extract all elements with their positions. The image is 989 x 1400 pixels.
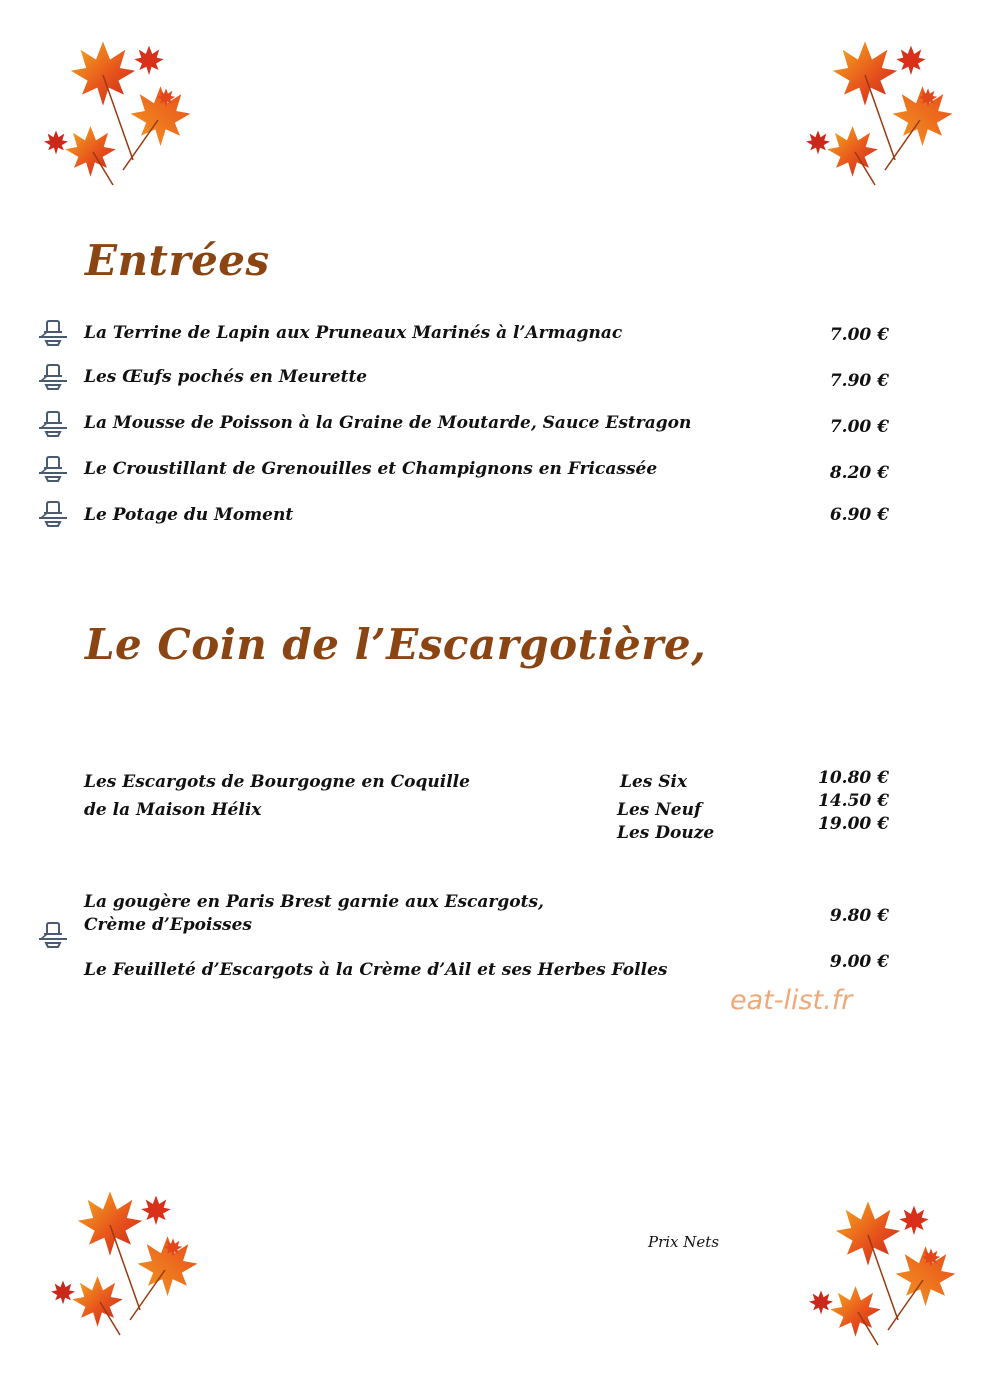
menu-item-price: 7.00 € <box>829 325 889 345</box>
menu-item: La Mousse de Poisson à la Graine de Moutarde, Sauce Estragon <box>84 413 692 433</box>
chef-hat-icon <box>38 320 68 346</box>
menu-item-price: 8.20 € <box>829 463 889 483</box>
prix-nets-note: Prix Nets <box>648 1233 720 1251</box>
maple-leaves-icon <box>45 1180 205 1350</box>
menu-item-price: 7.90 € <box>829 371 889 391</box>
menu-item-price: 14.50 € <box>818 791 889 811</box>
watermark: eat-list.fr <box>730 985 853 1016</box>
menu-item-price: 7.00 € <box>829 417 889 437</box>
chef-hat-icon <box>38 501 68 527</box>
menu-item-price: 19.00 € <box>818 814 889 834</box>
chef-hat-icon <box>38 411 68 437</box>
chef-hat-icon <box>38 456 68 482</box>
menu-item: Les Œufs pochés en Meurette <box>84 367 368 387</box>
menu-item: Le Croustillant de Grenouilles et Champignons en Fricassée <box>84 459 658 479</box>
menu-item-line: Crème d’Epoisses <box>84 915 252 935</box>
menu-item-price: 10.80 € <box>818 768 889 788</box>
menu-item: Le Potage du Moment <box>84 505 294 525</box>
quantity-option: Les Neuf <box>617 800 702 820</box>
quantity-option: Les Douze <box>617 823 715 843</box>
menu-item: Le Feuilleté d’Escargots à la Crème d’Ail et ses Herbes Folles <box>84 960 668 980</box>
maple-leaves-icon <box>800 30 960 200</box>
section-title-escargots: Le Coin de l’Escargotière, <box>85 620 707 669</box>
menu-item-price: 9.80 € <box>829 906 889 926</box>
menu-item: La Terrine de Lapin aux Pruneaux Marinés à l’Armagnac <box>84 323 623 343</box>
quantity-option: Les Six <box>620 772 688 792</box>
menu-item-line: Les Escargots de Bourgogne en Coquille <box>84 772 470 792</box>
maple-leaves-icon <box>38 30 198 200</box>
chef-hat-icon <box>38 364 68 390</box>
menu-item-price: 9.00 € <box>829 952 889 972</box>
menu-item-price: 6.90 € <box>829 505 889 525</box>
menu-item-line: La gougère en Paris Brest garnie aux Escargots, <box>84 892 544 912</box>
chef-hat-icon <box>38 922 68 948</box>
menu-item-line: de la Maison Hélix <box>84 800 262 820</box>
section-title-entrees: Entrées <box>85 236 270 285</box>
maple-leaves-icon <box>803 1190 963 1360</box>
